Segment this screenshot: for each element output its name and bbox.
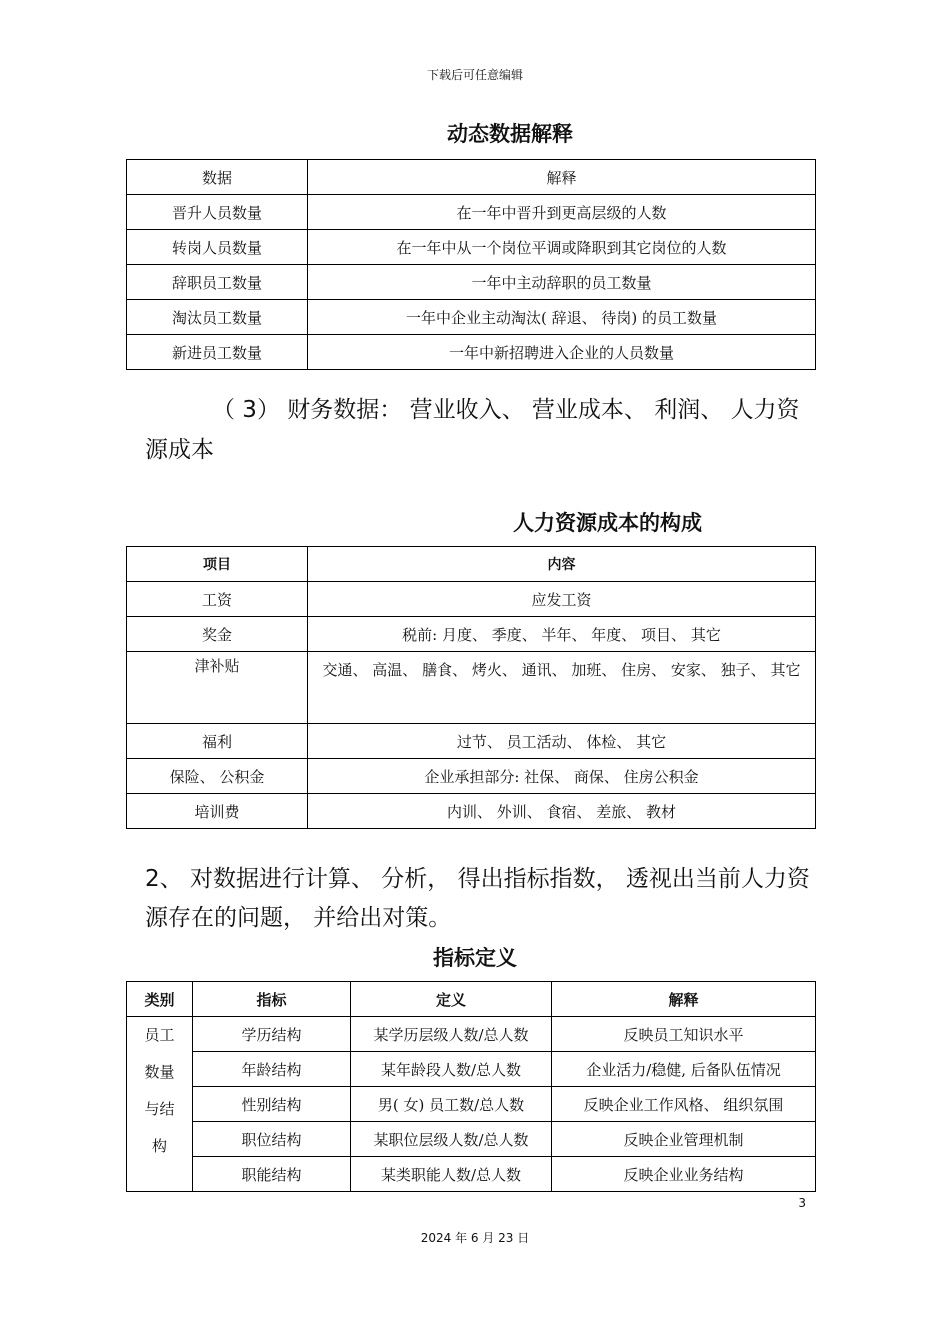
table-header-cell: 类别	[127, 982, 193, 1017]
table-cell: 男( 女) 员工数/总人数	[351, 1087, 552, 1122]
table-cell: 奖金	[127, 617, 308, 652]
table-row	[127, 1122, 816, 1157]
table-header-row	[127, 982, 816, 1017]
table-cell: 某职位层级人数/总人数	[351, 1122, 552, 1157]
table-row	[127, 1017, 816, 1052]
footer-date: 2024 年 6 月 23 日	[420, 1231, 530, 1245]
table-row	[127, 794, 816, 829]
table-cell: 培训费	[127, 794, 308, 829]
dynamic-data-table	[126, 159, 816, 370]
table-row	[127, 1157, 816, 1192]
table-cell: 反映员工知识水平	[552, 1017, 816, 1052]
table-header-cell: 解释	[552, 982, 816, 1017]
table-cell: 晋升人员数量	[127, 195, 308, 230]
table-cell: 过节、 员工活动、 体检、 其它	[308, 724, 816, 759]
table-cell: 辞职员工数量	[127, 265, 308, 300]
category-line: 构	[151, 1137, 167, 1155]
table-header-row	[127, 547, 816, 582]
paragraph1-line1: （ 3） 财务数据： 营业收入、 营业成本、 利润、 人力资	[212, 397, 800, 423]
section3-title: 指标定义	[433, 946, 517, 970]
header-note: 下载后可任意编辑	[426, 68, 523, 82]
table-cell: 一年中主动辞职的员工数量	[308, 265, 816, 300]
table-row	[127, 617, 816, 652]
table-cell: 职能结构	[193, 1157, 351, 1192]
table-row	[127, 195, 816, 230]
table-cell: 新进员工数量	[127, 335, 308, 370]
section2-title: 人力资源成本的构成	[513, 511, 702, 535]
table-cell: 福利	[127, 724, 308, 759]
paragraph2-line1: 2、 对数据进行计算、 分析， 得出指标指数， 透视出当前人力资	[145, 866, 810, 892]
table-cell: 在一年中晋升到更高层级的人数	[308, 195, 816, 230]
table-row	[127, 724, 816, 759]
category-line: 与结	[144, 1100, 175, 1118]
table-cell: 某年龄段人数/总人数	[351, 1052, 552, 1087]
table-header-cell: 定义	[351, 982, 552, 1017]
table-row	[127, 582, 816, 617]
table-cell: 工资	[127, 582, 308, 617]
table-cell: 企业承担部分: 社保、 商保、 住房公积金	[308, 759, 816, 794]
table-row	[127, 265, 816, 300]
table-cell: 性别结构	[193, 1087, 351, 1122]
table-row	[127, 1052, 816, 1087]
table-cell: 反映企业业务结构	[552, 1157, 816, 1192]
table-header-cell: 内容	[308, 547, 816, 582]
category-cell	[127, 1017, 193, 1192]
table-cell: 交通、 高温、 膳食、 烤火、 通讯、 加班、 住房、 安家、 独子、 其它	[308, 652, 816, 724]
table-header-cell: 项目	[127, 547, 308, 582]
table-row	[127, 652, 816, 724]
table-cell: 职位结构	[193, 1122, 351, 1157]
table-row	[127, 230, 816, 265]
table-header-row	[127, 160, 816, 195]
table-cell: 企业活力/稳健, 后备队伍情况	[552, 1052, 816, 1087]
table-cell: 反映企业工作风格、 组织氛围	[552, 1087, 816, 1122]
table-cell: 一年中新招聘进入企业的人员数量	[308, 335, 816, 370]
category-line: 数量	[144, 1063, 175, 1081]
table-row	[127, 1087, 816, 1122]
table-cell: 应发工资	[308, 582, 816, 617]
table-cell: 在一年中从一个岗位平调或降职到其它岗位的人数	[308, 230, 816, 265]
table-cell: 保险、 公积金	[127, 759, 308, 794]
table-row	[127, 759, 816, 794]
indicator-table	[126, 981, 816, 1192]
table-cell: 年龄结构	[193, 1052, 351, 1087]
paragraph2-line2: 源存在的问题， 并给出对策。	[145, 905, 452, 931]
paragraph1-line2: 源成本	[145, 437, 214, 463]
table-row	[127, 335, 816, 370]
table-header-cell: 数据	[127, 160, 308, 195]
table-header-cell: 解释	[308, 160, 816, 195]
table-cell: 转岗人员数量	[127, 230, 308, 265]
table-cell: 学历结构	[193, 1017, 351, 1052]
table-cell: 一年中企业主动淘汰( 辞退、 待岗) 的员工数量	[308, 300, 816, 335]
table-cell: 津补贴	[127, 652, 308, 724]
table-row	[127, 300, 816, 335]
table-cell: 某类职能人数/总人数	[351, 1157, 552, 1192]
hr-cost-table	[126, 546, 816, 829]
table-cell: 淘汰员工数量	[127, 300, 308, 335]
page-number: 3	[798, 1196, 806, 1210]
table-cell: 内训、 外训、 食宿、 差旅、 教材	[308, 794, 816, 829]
table-cell: 税前: 月度、 季度、 半年、 年度、 项目、 其它	[308, 617, 816, 652]
table-header-cell: 指标	[193, 982, 351, 1017]
table-cell: 某学历层级人数/总人数	[351, 1017, 552, 1052]
category-line: 员工	[144, 1026, 175, 1044]
table-cell: 反映企业管理机制	[552, 1122, 816, 1157]
section1-title: 动态数据解释	[447, 122, 573, 146]
